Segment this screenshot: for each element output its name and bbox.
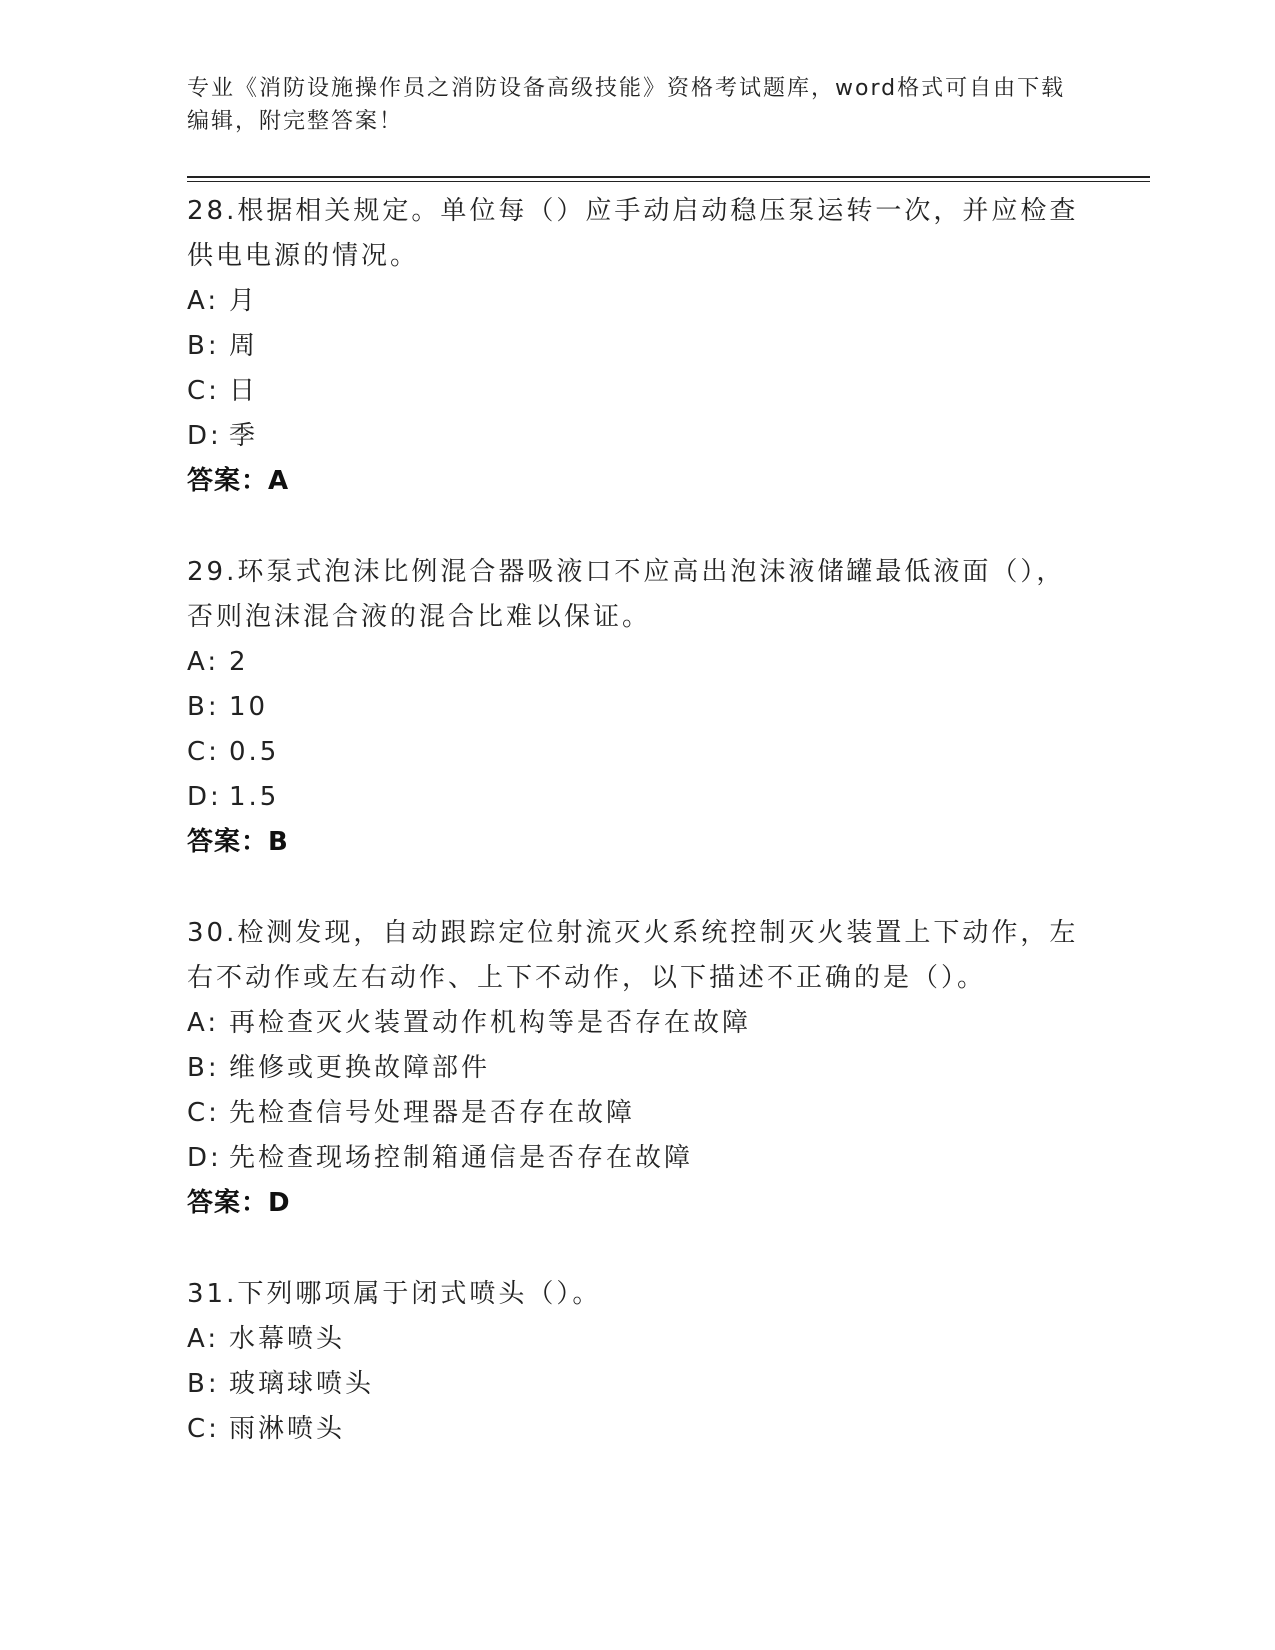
option-text: 日 [229,376,259,406]
header-rule-thick [187,176,1150,178]
option-text: 10 [229,692,269,722]
option-d [187,414,1087,459]
option-a [187,279,1087,324]
option-letter: C: [187,737,220,767]
question-text: 30.检测发现，自动跟踪定位射流灭火系统控制灭火装置上下动作，左右不动作或左右动作、上下不动作，以下描述不正确的是（）。 [187,918,1079,993]
option-text: 雨淋喷头 [229,1414,346,1444]
question-30 [187,911,1087,1226]
option-b [187,1362,1087,1407]
option-letter: A: [187,1324,220,1354]
option-letter: C: [187,376,220,406]
answer: 答案：A [187,466,290,496]
option-letter: B: [187,331,220,361]
option-text: 先检查信号处理器是否存在故障 [229,1098,636,1128]
question-text: 28.根据相关规定。单位每（）应手动启动稳压泵运转一次，并应检查供电电源的情况。 [187,196,1079,271]
option-c [187,1091,1087,1136]
option-text: 维修或更换故障部件 [229,1053,491,1083]
question-text: 31.下列哪项属于闭式喷头（）。 [187,1279,602,1309]
option-letter: A: [187,647,220,677]
option-text: 先检查现场控制箱通信是否存在故障 [229,1143,694,1173]
option-text: 水幕喷头 [229,1324,346,1354]
option-text: 1.5 [229,782,280,812]
option-a [187,640,1087,685]
question-list [187,189,1087,1498]
option-letter: B: [187,692,220,722]
option-text: 2 [229,647,249,677]
option-c [187,730,1087,775]
option-d [187,1136,1087,1181]
option-text: 玻璃球喷头 [229,1369,375,1399]
answer: 答案：D [187,1188,291,1218]
option-letter: C: [187,1414,220,1444]
option-letter: D: [187,1143,222,1173]
answer: 答案：B [187,827,289,857]
option-c [187,1407,1087,1452]
option-letter: D: [187,421,222,451]
option-b [187,685,1087,730]
question-29 [187,550,1087,865]
question-text: 29.环泵式泡沫比例混合器吸液口不应高出泡沫液储罐最低液面（），否则泡沫混合液的混合比难以保证。 [187,557,1066,632]
option-a [187,1001,1087,1046]
option-text: 0.5 [229,737,280,767]
header-rule-thin [187,181,1150,182]
option-c [187,369,1087,414]
option-letter: B: [187,1053,220,1083]
option-a [187,1317,1087,1362]
option-b [187,1046,1087,1091]
option-d [187,775,1087,820]
option-letter: A: [187,1008,220,1038]
option-letter: D: [187,782,222,812]
option-text: 再检查灭火装置动作机构等是否存在故障 [229,1008,752,1038]
option-text: 季 [229,421,259,451]
option-text: 月 [229,286,259,316]
option-text: 周 [229,331,259,361]
question-28 [187,189,1087,504]
option-letter: A: [187,286,220,316]
option-b [187,324,1087,369]
document-header: 专业《消防设施操作员之消防设备高级技能》资格考试题库，word格式可自由下载编辑，附完整答案！ [187,76,1066,134]
question-31 [187,1272,1087,1452]
option-letter: C: [187,1098,220,1128]
option-letter: B: [187,1369,220,1399]
